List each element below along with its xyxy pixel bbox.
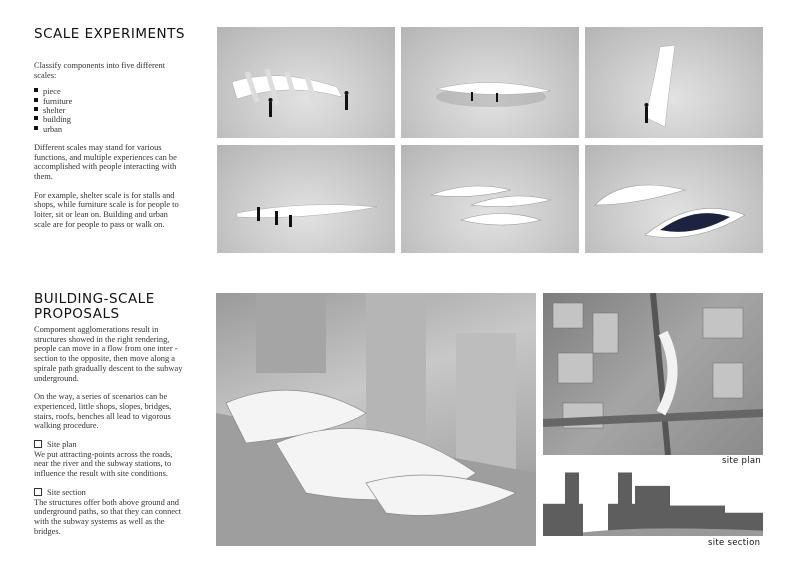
paragraph: For example, shelter scale is for stalls and shops, while furniture scale is for people to loiter, sit or lean on. Building and urban scale are for people to pass or walk on.	[34, 190, 179, 229]
list-item: shelter	[34, 106, 184, 115]
list-item: building	[34, 115, 184, 124]
scale-list	[34, 87, 184, 133]
rendering-shelter-scale	[585, 27, 763, 138]
site-plan-item	[34, 440, 186, 450]
paragraph: We put attracting-points across the roads, near the river and the subway stations, to influence the result with site conditions.	[34, 449, 173, 479]
site-section-label: site section	[708, 538, 761, 548]
title-line: BUILDING-SCALE	[34, 291, 155, 307]
rendering-building-scale	[217, 145, 395, 253]
list-item: piece	[34, 87, 184, 96]
list-item: furniture	[34, 97, 184, 106]
site-section-item	[34, 488, 186, 498]
site-plan-image	[543, 293, 763, 455]
rendering-building-proposal	[216, 293, 536, 546]
section-title-building-scale	[34, 292, 155, 322]
rendering-urban-scale	[401, 145, 579, 253]
checkbox-icon	[34, 440, 42, 448]
paragraph: The structures offer both above ground and underground paths, so that they can connect with the subway systems as well as the bridges.	[34, 497, 182, 536]
title-line: PROPOSALS	[34, 306, 120, 322]
item-label: Site section	[47, 487, 86, 497]
checkbox-icon	[34, 488, 42, 496]
list-item: urban	[34, 125, 184, 134]
rendering-piece-scale	[217, 27, 395, 138]
site-section-image	[543, 468, 763, 536]
paragraph: Different scales may stand for various functions, and multiple experiences can be accomplished with people interacting with them.	[34, 142, 177, 181]
item-label: Site plan	[47, 440, 77, 450]
scale-experiments-text	[34, 61, 184, 239]
site-plan-label: site plan	[722, 456, 762, 466]
intro-text: Classify components into five different scales:	[34, 61, 166, 80]
building-scale-text	[34, 325, 186, 545]
rendering-furniture-scale	[401, 27, 579, 138]
paragraph: On the way, a series of scenarios can be experienced, little shops, slopes, bridges, stairs, roofs, benches all lead to vigorous walking procedure.	[34, 392, 172, 431]
rendering-urban-scale-2	[585, 145, 763, 253]
paragraph: Compoment agglomerations result in structures showed in the right rendering, people can move in a flow from one inter -section to the opposite, then move along a spirale path gradually descent to the subway underground.	[34, 325, 183, 383]
section-title-scale-experiments: SCALE EXPERIMENTS	[34, 26, 185, 42]
